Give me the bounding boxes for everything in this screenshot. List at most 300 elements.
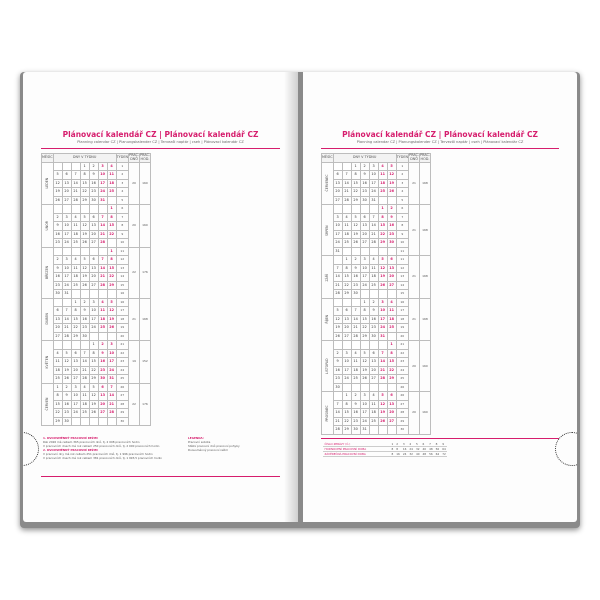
summary-value: 6	[421, 442, 428, 447]
day-cell: 11	[342, 222, 351, 231]
day-cell	[62, 341, 71, 350]
day-cell: 17	[89, 315, 98, 324]
day-cell: 16	[351, 409, 360, 418]
week-number: 30	[396, 426, 408, 435]
month-name: ŘÍJEN	[322, 298, 334, 341]
day-cell: 1	[53, 383, 62, 392]
day-cell	[62, 162, 71, 171]
week-number: 27	[396, 400, 408, 409]
day-cell	[387, 383, 396, 392]
day-cell: 14	[107, 392, 116, 401]
week-number: 27	[116, 392, 128, 401]
week-number: 10	[116, 239, 128, 248]
day-cell: 11	[98, 307, 107, 316]
week-number: 4	[116, 188, 128, 197]
day-cell: 2	[80, 298, 89, 307]
header-week: TÝDEN	[396, 154, 408, 163]
notes-heading-2: 2. DVOUSMĚNNÝ PRACOVNÍ REŽIM	[43, 448, 98, 452]
day-cell: 5	[80, 213, 89, 222]
day-cell: 19	[53, 188, 62, 197]
day-cell: 15	[107, 264, 116, 273]
day-cell	[378, 383, 387, 392]
day-cell: 1	[80, 162, 89, 171]
day-cell: 23	[360, 188, 369, 197]
week-number: 2	[116, 171, 128, 180]
day-cell: 23	[333, 375, 342, 384]
page-title: Plánovací kalendář CZ | Plánovací kalendář CZ	[342, 130, 538, 139]
day-cell: 15	[378, 222, 387, 231]
day-cell: 5	[62, 349, 71, 358]
day-cell: 23	[53, 239, 62, 248]
notes-line: V pracovních dnech má rok celkem 381 pracovních dnů, tj. 1 993,5 pracovních hodin	[43, 456, 163, 460]
week-number: 28	[396, 409, 408, 418]
day-cell: 11	[369, 400, 378, 409]
day-cell	[333, 341, 342, 350]
day-cell: 4	[369, 256, 378, 265]
day-cell: 30	[98, 375, 107, 384]
work-hours: 168	[140, 298, 151, 341]
week-number: 18	[396, 315, 408, 324]
day-cell: 6	[62, 171, 71, 180]
day-cell: 25	[80, 409, 89, 418]
day-cell	[378, 196, 387, 205]
day-cell: 31	[107, 375, 116, 384]
table-row	[322, 205, 431, 214]
day-cell	[351, 383, 360, 392]
day-cell: 3	[62, 213, 71, 222]
day-cell: 28	[378, 375, 387, 384]
day-cell: 10	[107, 349, 116, 358]
week-number: 1	[116, 162, 128, 171]
summary-value: 8	[391, 452, 394, 456]
day-cell: 18	[387, 315, 396, 324]
month-name: ZÁŘÍ	[322, 256, 334, 299]
day-cell: 26	[107, 324, 116, 333]
day-cell: 18	[71, 230, 80, 239]
day-cell: 6	[89, 213, 98, 222]
week-number: 23	[396, 358, 408, 367]
day-cell: 25	[387, 324, 396, 333]
week-number: 3	[116, 179, 128, 188]
day-cell: 15	[89, 358, 98, 367]
day-cell: 7	[62, 307, 71, 316]
day-cell: 29	[80, 196, 89, 205]
day-cell: 27	[333, 196, 342, 205]
day-cell: 8	[342, 400, 351, 409]
day-cell: 10	[360, 264, 369, 273]
work-hours: 168	[420, 256, 431, 299]
month-name: LISTOPAD	[322, 341, 334, 392]
notes-line: V pracovních dnech má rok celkem 250 pracovních dnů, tj. 2 000 pracovních hodin	[43, 444, 160, 448]
day-cell: 9	[53, 264, 62, 273]
day-cell: 14	[369, 222, 378, 231]
day-cell: 21	[342, 188, 351, 197]
day-cell: 24	[62, 281, 71, 290]
day-cell: 11	[378, 171, 387, 180]
day-cell: 9	[369, 307, 378, 316]
day-cell: 5	[351, 213, 360, 222]
week-number: 4	[396, 188, 408, 197]
day-cell: 30	[89, 196, 98, 205]
day-cell: 27	[53, 332, 62, 341]
day-cell: 4	[98, 298, 107, 307]
day-cell: 8	[107, 213, 116, 222]
day-cell: 16	[387, 222, 396, 231]
day-cell: 11	[369, 264, 378, 273]
table-row	[42, 162, 151, 171]
legend	[188, 436, 278, 452]
day-cell: 3	[360, 256, 369, 265]
day-cell: 26	[360, 375, 369, 384]
day-cell	[53, 341, 62, 350]
summary-value: 64	[442, 447, 446, 451]
day-cell: 19	[80, 230, 89, 239]
header-week: TÝDEN	[116, 154, 128, 163]
day-cell	[333, 392, 342, 401]
day-cell: 14	[378, 358, 387, 367]
day-cell	[342, 341, 351, 350]
day-cell: 12	[80, 222, 89, 231]
day-cell	[360, 383, 369, 392]
week-number: 13	[116, 264, 128, 273]
summary-value: 32	[409, 452, 413, 456]
day-cell: 12	[53, 179, 62, 188]
day-cell: 4	[342, 213, 351, 222]
day-cell: 6	[342, 307, 351, 316]
day-cell: 5	[80, 256, 89, 265]
day-cell: 10	[333, 222, 342, 231]
day-cell: 12	[378, 264, 387, 273]
summary-table	[323, 442, 447, 457]
day-cell: 1	[342, 256, 351, 265]
header-days: DNY V TÝDNU	[53, 154, 116, 163]
day-cell: 21	[98, 273, 107, 282]
day-cell: 16	[80, 315, 89, 324]
day-cell: 29	[351, 196, 360, 205]
day-cell	[342, 298, 351, 307]
day-cell: 11	[107, 171, 116, 180]
day-cell	[107, 239, 116, 248]
day-cell	[360, 290, 369, 299]
day-cell: 21	[333, 417, 342, 426]
day-cell: 16	[89, 179, 98, 188]
day-cell	[71, 417, 80, 426]
month-name: ČERVENEC	[322, 162, 334, 205]
day-cell: 15	[342, 409, 351, 418]
day-cell: 21	[369, 230, 378, 239]
day-cell: 27	[62, 196, 71, 205]
day-cell: 16	[53, 230, 62, 239]
day-cell: 20	[387, 273, 396, 282]
day-cell: 31	[360, 426, 369, 435]
summary-value: 48	[422, 452, 427, 456]
week-number: 16	[116, 298, 128, 307]
day-cell	[333, 298, 342, 307]
day-cell: 20	[62, 188, 71, 197]
day-cell: 27	[342, 332, 351, 341]
day-cell: 9	[62, 392, 71, 401]
table-row	[42, 247, 151, 256]
table-row	[322, 298, 431, 307]
day-cell: 4	[71, 256, 80, 265]
header-month: MĚSÍC	[42, 154, 54, 163]
day-cell: 13	[89, 264, 98, 273]
week-number: 24	[116, 366, 128, 375]
summary-value: 2	[395, 442, 402, 447]
day-cell: 27	[387, 417, 396, 426]
day-cell: 11	[80, 392, 89, 401]
summary-value: 7	[428, 442, 435, 447]
day-cell	[107, 290, 116, 299]
day-cell: 18	[53, 366, 62, 375]
day-cell	[360, 341, 369, 350]
work-hours: 152	[140, 341, 151, 384]
day-cell: 18	[369, 409, 378, 418]
day-cell: 29	[378, 239, 387, 248]
day-cell: 28	[62, 332, 71, 341]
day-cell: 22	[387, 366, 396, 375]
week-number: 18	[116, 315, 128, 324]
day-cell: 17	[378, 315, 387, 324]
day-cell: 3	[71, 383, 80, 392]
week-number: 8	[396, 222, 408, 231]
day-cell: 8	[71, 307, 80, 316]
day-cell: 12	[333, 315, 342, 324]
week-number: 20	[396, 332, 408, 341]
spine-shadow-left	[284, 72, 298, 522]
day-cell: 2	[369, 298, 378, 307]
day-cell	[369, 205, 378, 214]
day-cell: 13	[387, 400, 396, 409]
perforation-marks	[23, 432, 39, 466]
day-cell	[360, 247, 369, 256]
day-cell: 24	[89, 324, 98, 333]
table-row	[42, 298, 151, 307]
day-cell: 1	[342, 392, 351, 401]
day-cell: 13	[342, 315, 351, 324]
day-cell: 12	[378, 400, 387, 409]
day-cell	[89, 205, 98, 214]
day-cell: 16	[53, 273, 62, 282]
day-cell: 29	[89, 375, 98, 384]
day-cell: 4	[387, 298, 396, 307]
day-cell: 16	[351, 273, 360, 282]
day-cell: 13	[333, 179, 342, 188]
day-cell: 29	[360, 332, 369, 341]
day-cell: 12	[80, 264, 89, 273]
day-cell: 16	[98, 358, 107, 367]
day-cell	[53, 298, 62, 307]
day-cell: 30	[333, 383, 342, 392]
week-number: 15	[396, 290, 408, 299]
day-cell: 5	[387, 162, 396, 171]
day-cell: 3	[360, 392, 369, 401]
day-cell: 17	[62, 230, 71, 239]
week-number: 16	[116, 290, 128, 299]
summary-value: 40	[422, 447, 427, 451]
week-number: 17	[396, 307, 408, 316]
day-cell	[71, 162, 80, 171]
day-cell: 2	[62, 383, 71, 392]
day-cell: 28	[98, 239, 107, 248]
header-work-hours: PRAC. HOD.	[420, 153, 430, 161]
day-cell	[342, 247, 351, 256]
day-cell	[107, 332, 116, 341]
work-days: 21	[409, 256, 420, 299]
day-cell: 27	[71, 375, 80, 384]
day-cell	[89, 417, 98, 426]
day-cell: 9	[80, 307, 89, 316]
day-cell: 6	[71, 349, 80, 358]
day-cell: 18	[351, 366, 360, 375]
day-cell: 18	[369, 273, 378, 282]
day-cell: 17	[71, 400, 80, 409]
day-cell: 21	[378, 366, 387, 375]
open-planner	[20, 72, 580, 528]
day-cell: 4	[53, 349, 62, 358]
day-cell: 19	[360, 366, 369, 375]
summary-value: 8	[434, 442, 441, 447]
day-cell: 30	[351, 290, 360, 299]
day-cell: 25	[351, 375, 360, 384]
day-cell	[387, 290, 396, 299]
month-name: BŘEZEN	[42, 247, 54, 298]
day-cell: 12	[62, 358, 71, 367]
summary-label: ZÁVĚREČNÁ PRACOVNÍ DOBA	[323, 452, 390, 457]
summary-value: 40	[415, 452, 420, 456]
day-cell: 11	[351, 358, 360, 367]
day-cell: 29	[342, 426, 351, 435]
week-number: 5	[116, 196, 128, 205]
day-cell: 27	[98, 409, 107, 418]
day-cell: 15	[351, 179, 360, 188]
day-cell: 20	[89, 273, 98, 282]
day-cell: 10	[98, 171, 107, 180]
day-cell: 21	[333, 281, 342, 290]
day-cell: 5	[107, 298, 116, 307]
day-cell: 30	[369, 332, 378, 341]
day-cell	[98, 290, 107, 299]
week-number: 26	[396, 392, 408, 401]
day-cell: 20	[387, 409, 396, 418]
day-cell: 9	[89, 171, 98, 180]
summary-label: ČÍSLO ZPRÁVY (Č.)	[323, 442, 390, 447]
day-cell: 26	[378, 417, 387, 426]
day-cell: 3	[62, 256, 71, 265]
day-cell: 18	[71, 273, 80, 282]
week-number: 1	[396, 162, 408, 171]
day-cell: 28	[351, 332, 360, 341]
day-cell: 23	[369, 324, 378, 333]
day-cell: 19	[333, 324, 342, 333]
day-cell: 15	[53, 400, 62, 409]
summary-label: HODNOCENÍ PRACOVNÍ DOBA	[323, 447, 390, 452]
day-cell: 30	[53, 290, 62, 299]
day-cell: 20	[98, 400, 107, 409]
day-cell: 4	[107, 162, 116, 171]
table-row	[322, 256, 431, 265]
day-cell: 13	[71, 358, 80, 367]
day-cell: 17	[98, 179, 107, 188]
day-cell: 6	[387, 256, 396, 265]
day-cell: 21	[351, 324, 360, 333]
day-cell: 19	[378, 409, 387, 418]
day-cell: 3	[98, 162, 107, 171]
day-cell: 5	[360, 349, 369, 358]
day-cell: 2	[53, 213, 62, 222]
day-cell: 15	[107, 222, 116, 231]
day-cell	[387, 332, 396, 341]
day-cell: 2	[53, 256, 62, 265]
day-cell	[378, 290, 387, 299]
table-row	[322, 162, 431, 171]
day-cell: 22	[342, 417, 351, 426]
week-number: 21	[116, 341, 128, 350]
day-cell: 4	[71, 213, 80, 222]
day-cell: 28	[333, 290, 342, 299]
summary-value: 32	[415, 447, 420, 451]
day-cell: 14	[98, 264, 107, 273]
day-cell: 7	[333, 400, 342, 409]
day-cell: 19	[89, 400, 98, 409]
month-name: PROSINEC	[322, 392, 334, 435]
week-number: 19	[116, 324, 128, 333]
day-cell: 10	[89, 307, 98, 316]
day-cell: 6	[333, 171, 342, 180]
day-cell	[53, 205, 62, 214]
day-cell: 24	[333, 239, 342, 248]
day-cell: 2	[351, 256, 360, 265]
day-cell: 13	[89, 222, 98, 231]
day-cell: 7	[378, 349, 387, 358]
bottom-rule	[41, 476, 280, 477]
day-cell: 8	[342, 264, 351, 273]
day-cell: 1	[107, 205, 116, 214]
day-cell: 2	[333, 349, 342, 358]
day-cell: 28	[71, 196, 80, 205]
day-cell: 22	[53, 409, 62, 418]
day-cell: 22	[89, 366, 98, 375]
day-cell: 25	[342, 239, 351, 248]
left-page	[23, 72, 298, 522]
week-number: 6	[396, 205, 408, 214]
table-row	[42, 205, 151, 214]
calendar-table-second-half	[321, 153, 431, 435]
day-cell: 18	[107, 179, 116, 188]
day-cell: 10	[378, 307, 387, 316]
week-number: 24	[396, 366, 408, 375]
day-cell: 21	[71, 188, 80, 197]
day-cell	[351, 205, 360, 214]
day-cell: 1	[387, 341, 396, 350]
day-cell: 25	[71, 281, 80, 290]
work-mode-notes	[43, 436, 173, 460]
day-cell: 28	[333, 426, 342, 435]
day-cell: 13	[360, 222, 369, 231]
week-number: 3	[396, 179, 408, 188]
day-cell: 14	[62, 315, 71, 324]
day-cell: 9	[98, 349, 107, 358]
day-cell	[71, 341, 80, 350]
day-cell: 29	[342, 290, 351, 299]
day-cell	[62, 205, 71, 214]
day-cell: 22	[71, 324, 80, 333]
day-cell: 1	[71, 298, 80, 307]
day-cell	[351, 247, 360, 256]
day-cell	[98, 247, 107, 256]
day-cell	[80, 341, 89, 350]
day-cell: 16	[62, 400, 71, 409]
